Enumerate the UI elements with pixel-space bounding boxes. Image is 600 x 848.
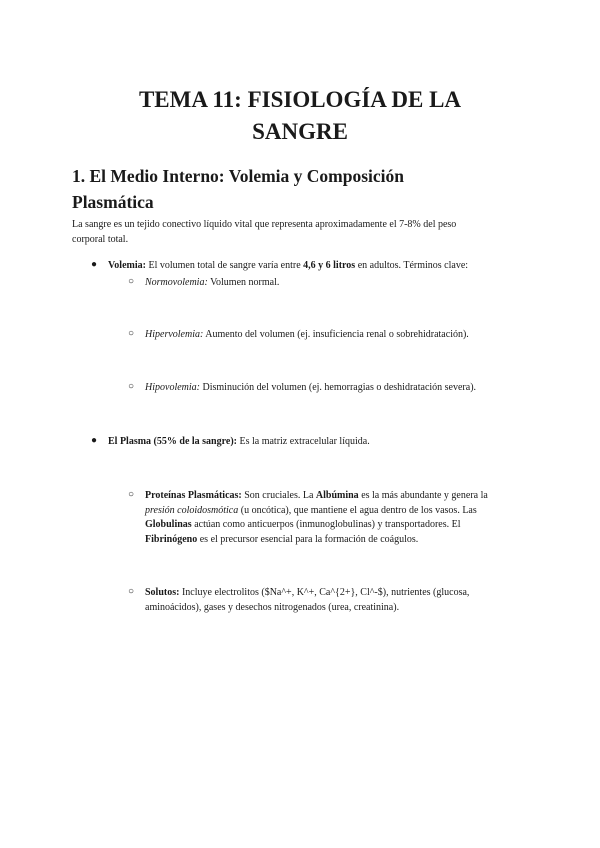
solutos-line-1: [145, 586, 535, 601]
proteinas-text-3: (u oncótica), que mantiene el agua dentro de los vasos. Las: [238, 504, 477, 516]
list-item-solutos: [145, 586, 535, 615]
hipervolemia-text: Aumento del volumen (ej. insuficiencia renal o sobrehidratación).: [203, 329, 469, 340]
list-item-volemia: [108, 259, 538, 274]
list-item-hipovolemia: [145, 381, 535, 396]
sub-bullet-marker: ○: [128, 489, 135, 500]
section-heading-line-1: 1. El Medio Interno: Volemia y Composición: [72, 166, 405, 186]
plasma-text: Es la matriz extracelular líquida.: [236, 436, 370, 447]
intro-line-1: La sangre es un tejido conectivo líquido vital que representa aproximadamente el 7-8% del peso: [72, 219, 457, 230]
normovolemia-text: Volumen normal.: [207, 277, 280, 288]
list-item-proteinas: [145, 489, 535, 547]
sub-bullet-marker: ○: [128, 381, 135, 392]
page-title-line-2: SANGRE: [252, 119, 348, 144]
globulinas-term: Globulinas: [145, 519, 192, 530]
sub-bullet-marker: ○: [128, 328, 135, 339]
volemia-text-a: El volumen total de sangre varía entre: [145, 260, 304, 271]
bullet-marker: ●: [91, 259, 98, 270]
page-title: [60, 84, 540, 148]
hipovolemia-text: Disminución del volumen (ej. hemorragias o deshidratación severa).: [200, 382, 477, 393]
intro-line-2: corporal total.: [72, 234, 129, 245]
proteinas-line-4: [145, 533, 535, 548]
proteinas-line-2: [145, 504, 535, 519]
section-heading-line-2: Plasmática: [72, 192, 154, 212]
volemia-text-b: en adultos. Términos clave:: [355, 260, 469, 271]
proteinas-text-4: actúan como anticuerpos (inmunoglobulinas) y transportadores. El: [191, 519, 461, 530]
proteinas-line-3: [145, 518, 535, 533]
solutos-line-2: aminoácidos), gases y desechos nitrogenados (urea, creatinina).: [145, 601, 400, 613]
list-item-hipervolemia: [145, 328, 535, 343]
page-title-line-1: TEMA 11: FISIOLOGÍA DE LA: [138, 87, 462, 112]
proteinas-text-2: es la más abundante y genera la: [358, 490, 488, 501]
proteinas-text-5: es el precursor esencial para la formación de coágulos.: [197, 533, 419, 545]
section-heading: [72, 163, 542, 215]
hipervolemia-term: Hipervolemia:: [145, 329, 204, 340]
volemia-bold-value: 4,6 y 6 litros: [303, 260, 356, 271]
solutos-text-1: Incluye electrolitos ($Na^+, K^+, Ca^{2+}, Cl^-$), nutrientes (glucosa,: [179, 587, 470, 598]
plasma-label: El Plasma (55% de la sangre):: [108, 436, 237, 447]
intro-paragraph: [72, 217, 532, 247]
normovolemia-term: Normovolemia:: [145, 277, 208, 288]
list-item-normovolemia: [145, 276, 535, 291]
hipovolemia-term: Hipovolemia:: [145, 382, 200, 393]
sub-bullet-marker: ○: [128, 586, 135, 597]
proteinas-line-1: [145, 489, 535, 504]
fibrinogeno-term: Fibrinógeno: [145, 533, 198, 545]
presion-term: presión coloidosmótica: [145, 504, 239, 516]
albumina-term: Albúmina: [315, 490, 359, 501]
proteinas-label: Proteínas Plasmáticas:: [145, 490, 242, 501]
bullet-marker: ●: [91, 435, 98, 446]
solutos-label: Solutos:: [145, 587, 180, 598]
sub-bullet-marker: ○: [128, 276, 135, 287]
proteinas-text-1: Son cruciales. La: [241, 490, 316, 501]
list-item-plasma: [108, 435, 538, 450]
volemia-label: Volemia:: [108, 260, 146, 271]
